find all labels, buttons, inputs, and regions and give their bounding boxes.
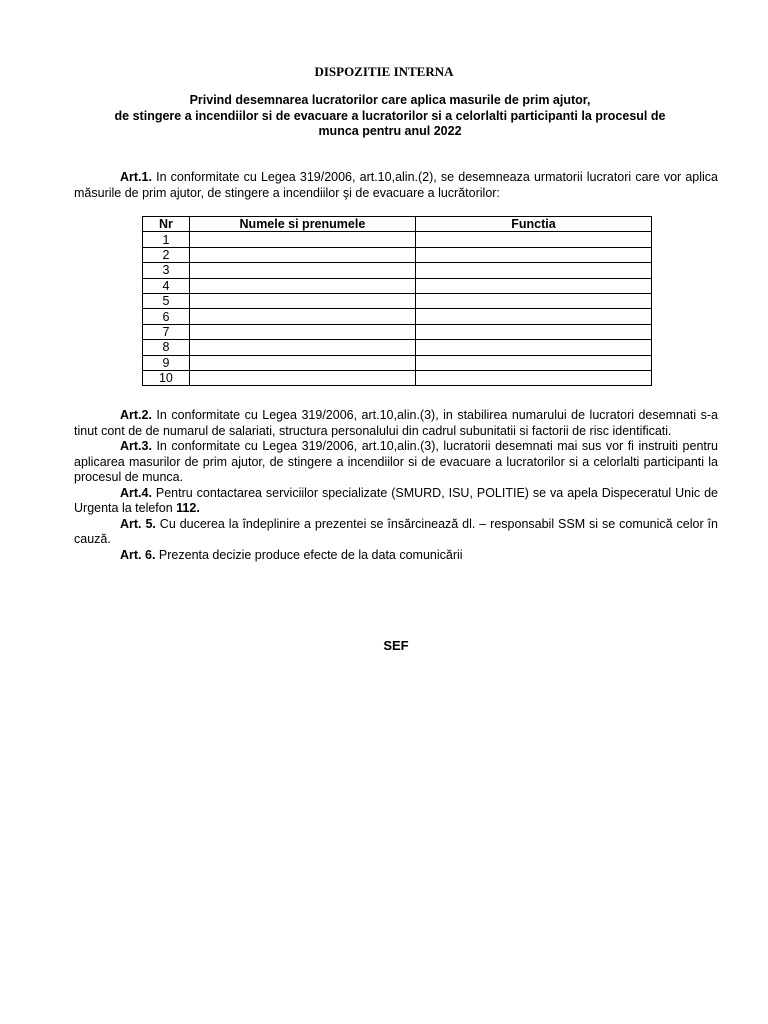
name-cell	[189, 370, 415, 385]
row-number: 8	[143, 340, 190, 355]
name-cell	[189, 324, 415, 339]
function-cell	[415, 355, 651, 370]
function-cell	[415, 324, 651, 339]
articles-2-6-block	[74, 408, 718, 563]
article-4	[74, 486, 718, 517]
function-cell	[415, 232, 651, 247]
table-row	[143, 293, 652, 308]
function-cell	[415, 293, 651, 308]
article-5-label: Art. 5.	[120, 516, 156, 531]
row-number: 7	[143, 324, 190, 339]
article-2-text: In conformitate cu Legea 319/2006, art.10,alin.(3), in stabilirea numarului de lucratori desemnati s-a tinut cont de de numarul de salariati, structura personalului din cadrul subunitatii si factorii de risc identificati.	[74, 408, 718, 438]
table-row	[143, 370, 652, 385]
table-row	[143, 324, 652, 339]
article-4-text: Pentru contactarea serviciilor specializate (SMURD, ISU, POLITIE) se va apela Dispeceratul Unic de Urgenta la telefon	[74, 485, 718, 515]
row-number: 10	[143, 370, 190, 385]
article-2-label: Art.2.	[120, 408, 152, 422]
name-cell	[189, 355, 415, 370]
table-row	[143, 309, 652, 324]
table-row	[143, 263, 652, 278]
signature-label: SEF	[383, 638, 409, 653]
name-cell	[189, 232, 415, 247]
article-4-label: Art.4.	[120, 485, 152, 500]
table-row	[143, 232, 652, 247]
subtitle-line: de stingere a incendiilor si de evacuare a lucratorilor si a celorlalti participanti la procesul de	[114, 108, 666, 123]
article-1	[74, 170, 718, 201]
article-3	[74, 439, 718, 486]
name-cell	[189, 309, 415, 324]
subtitle-line: Privind desemnarea lucratorilor care aplica masurile de prim ajutor,	[189, 93, 591, 107]
function-cell	[415, 247, 651, 262]
article-1-block	[74, 170, 718, 201]
row-number: 4	[143, 278, 190, 293]
article-6-label: Art. 6.	[120, 547, 156, 562]
article-6	[74, 548, 718, 564]
staff-table	[142, 216, 652, 386]
subtitle-line: munca pentru anul 2022	[318, 124, 462, 138]
article-5	[74, 517, 718, 548]
row-number: 9	[143, 355, 190, 370]
name-cell	[189, 263, 415, 278]
article-3-text: In conformitate cu Legea 319/2006, art.10,alin.(3), lucratorii desemnati mai sus vor fi instruiti pentru aplicarea masurilor de prim ajutor, de stingere a incendiilor si de evacuare a lucratorilor si a celorlalti participanti la procesul de munca.	[74, 439, 718, 484]
article-2	[74, 408, 718, 439]
row-number: 1	[143, 232, 190, 247]
row-number: 2	[143, 247, 190, 262]
table-row	[143, 247, 652, 262]
name-cell	[189, 340, 415, 355]
article-6-text: Prezenta decizie produce efecte de la data comunicării	[155, 547, 463, 562]
table-row	[143, 340, 652, 355]
table-row	[143, 355, 652, 370]
function-cell	[415, 263, 651, 278]
table-header-row	[143, 217, 652, 232]
page-title: DISPOZITIE INTERNA	[314, 64, 454, 79]
name-cell	[189, 278, 415, 293]
row-number: 6	[143, 309, 190, 324]
article-3-label: Art.3.	[120, 439, 152, 453]
column-header-name: Numele si prenumele	[189, 217, 415, 232]
article-1-text: In conformitate cu Legea 319/2006, art.10,alin.(2), se desemneaza urmatorii lucratori care vor aplica măsurile de prim ajutor, de stingere a incendiilor şi de evacuare a lucrătorilor:	[74, 170, 718, 200]
document-subtitle	[60, 93, 720, 140]
function-cell	[415, 340, 651, 355]
table-row	[143, 278, 652, 293]
name-cell	[189, 247, 415, 262]
column-header-function: Functia	[415, 217, 651, 232]
article-1-label: Art.1.	[120, 170, 152, 184]
function-cell	[415, 278, 651, 293]
emergency-phone: 112.	[176, 501, 200, 515]
article-5-text: Cu ducerea la îndeplinire a prezentei se însărcinează dl. – responsabil SSM si se comunică celor în cauză.	[74, 516, 718, 546]
row-number: 3	[143, 263, 190, 278]
name-cell	[189, 293, 415, 308]
row-number: 5	[143, 293, 190, 308]
function-cell	[415, 309, 651, 324]
column-header-nr: Nr	[143, 217, 190, 232]
function-cell	[415, 370, 651, 385]
